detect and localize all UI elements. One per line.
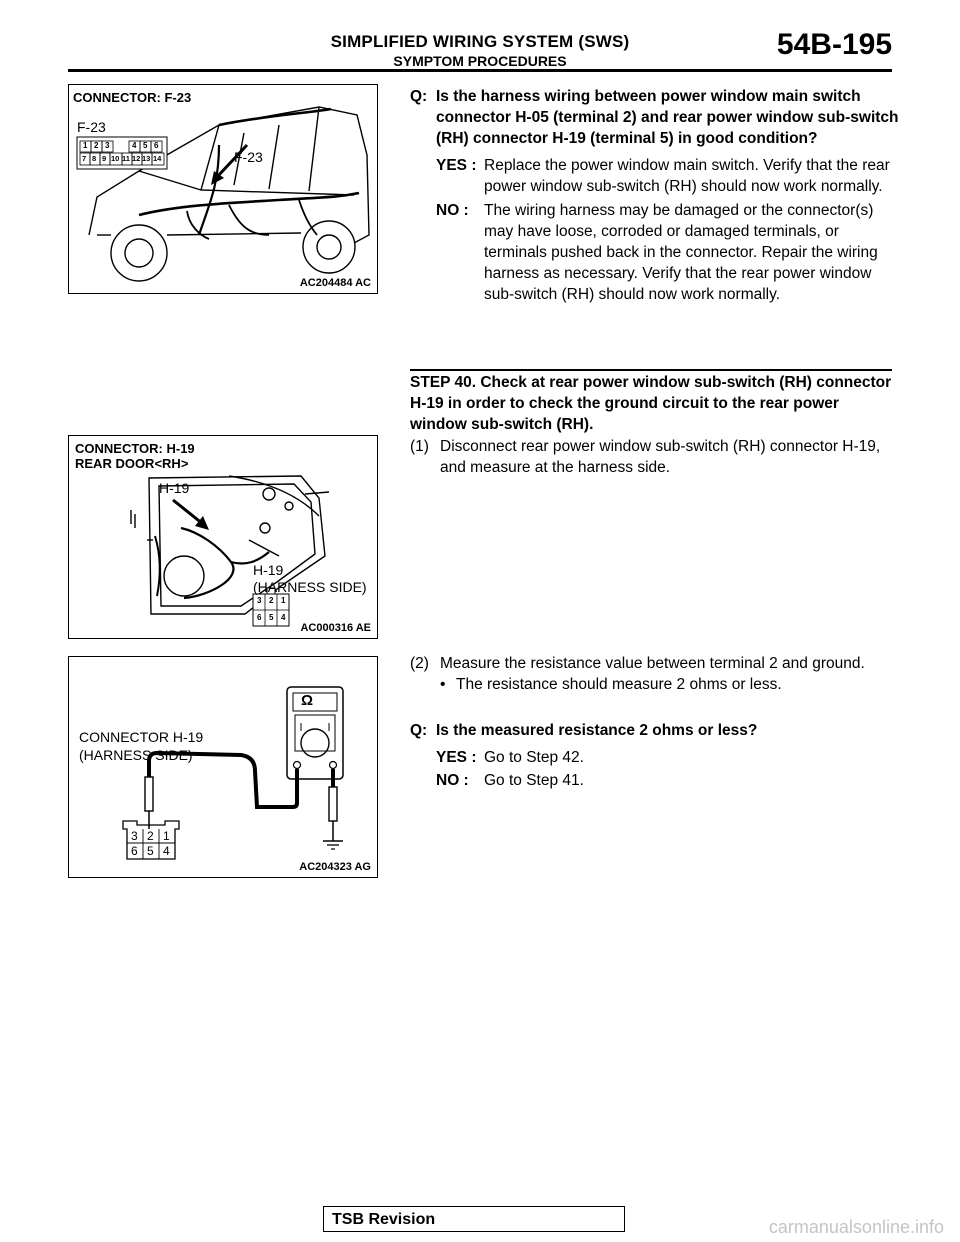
vehicle-wiring-drawing — [69, 85, 377, 293]
question-label: Q: — [410, 88, 428, 105]
step-item-1 — [410, 436, 900, 478]
step-item-2-number: (2) — [410, 655, 429, 672]
connector-label: CONNECTOR H-19 — [79, 729, 204, 745]
header-rule — [68, 69, 892, 72]
watermark: carmanualsonline.info — [768, 1217, 944, 1237]
answer-no-text: Go to Step 41. — [484, 772, 584, 789]
bullet-icon: • — [440, 676, 446, 693]
answer-no-row — [410, 770, 900, 791]
question-block-1 — [410, 86, 900, 305]
section-title: SIMPLIFIED WIRING SYSTEM (SWS) — [330, 32, 630, 51]
answer-no-label: NO : — [436, 202, 469, 219]
tsb-revision-box: TSB Revision — [323, 1206, 625, 1232]
step-item-2 — [410, 653, 900, 695]
answer-yes-row — [410, 747, 900, 768]
step-item-1-text: Disconnect rear power window sub-switch (RH) connector H-19, and measure at the harness side. — [440, 438, 881, 476]
callout-left: F-23 — [77, 119, 106, 135]
figure-connector-h19-door: CONNECTOR: H-19 REAR DOOR<RH> H-19 H-19 (HARNESS SIDE) 3 2 1 6 5 4 AC000316 AE — [68, 435, 378, 639]
answer-yes-text: Replace the power window main switch. Verify that the rear power window sub-switch (RH) should now work normally. — [484, 157, 890, 195]
callout-door: H-19 — [159, 480, 190, 496]
section-subtitle: SYMPTOM PROCEDURES — [393, 53, 567, 69]
step-item-1-number: (1) — [410, 438, 429, 455]
figure-id: AC204323 AG — [299, 861, 371, 873]
answer-yes-row — [410, 155, 900, 197]
figure-id: AC000316 AE — [300, 622, 371, 634]
answer-yes-label: YES : — [436, 749, 477, 766]
question-row — [410, 720, 900, 741]
connector-label: CONNECTOR: H-19 — [75, 441, 195, 456]
connector-label: CONNECTOR: F-23 — [73, 90, 192, 105]
callout-right: F-23 — [234, 149, 263, 165]
harness-side-label: (HARNESS SIDE) — [253, 579, 367, 595]
bullet-text: The resistance should measure 2 ohms or less. — [456, 676, 782, 693]
step-item-2-text: Measure the resistance value between terminal 2 and ground. — [440, 655, 865, 672]
question-row — [410, 86, 900, 149]
figure-id: AC204484 AC — [299, 277, 371, 289]
question-text: Is the harness wiring between power window main switch connector H-05 (terminal 2) and rear power window sub-switch (RH) connector H-19 (terminal 5) in good condition? — [436, 88, 899, 147]
bullet-row — [410, 674, 900, 695]
ohmmeter-drawing — [69, 657, 377, 877]
step-heading: STEP 40. Check at rear power window sub-switch (RH) connector H-19 in order to check the ground circuit to the rear power window sub-switch (RH). — [410, 374, 892, 433]
answer-yes-label: YES : — [436, 157, 477, 174]
answer-no-text: The wiring harness may be damaged or the connector(s) may have loose, corroded or damaged terminals, or terminals pushed back in the connector. Repair the wiring harness as necessary. Verify that the rear power window sub-switch (RH) should now work normally. — [484, 202, 878, 303]
answer-no-row — [410, 200, 900, 305]
question-text: Is the measured resistance 2 ohms or less? — [436, 722, 758, 739]
answer-yes-text: Go to Step 42. — [484, 749, 584, 766]
callout-harness: H-19 — [253, 562, 284, 578]
page-number: 54B-195 — [776, 28, 892, 61]
question-block-2 — [410, 720, 900, 791]
question-label: Q: — [410, 722, 428, 739]
location-label: REAR DOOR<RH> — [75, 456, 189, 471]
figure-connector-f23: CONNECTOR: F-23 F-23 F-23 1 2 3 4 5 6 7 8 9 10 11 12 13 14 AC204484 AC — [68, 84, 378, 294]
ohm-icon: Ω — [301, 692, 314, 709]
step-divider — [410, 369, 892, 371]
harness-side-label: (HARNESS SIDE) — [79, 747, 193, 763]
figure-ohmmeter-measurement: Ω CONNECTOR H-19 (HARNESS SIDE) 3 2 1 6 5 4 AC204323 AG — [68, 656, 378, 878]
answer-no-label: NO : — [436, 772, 469, 789]
